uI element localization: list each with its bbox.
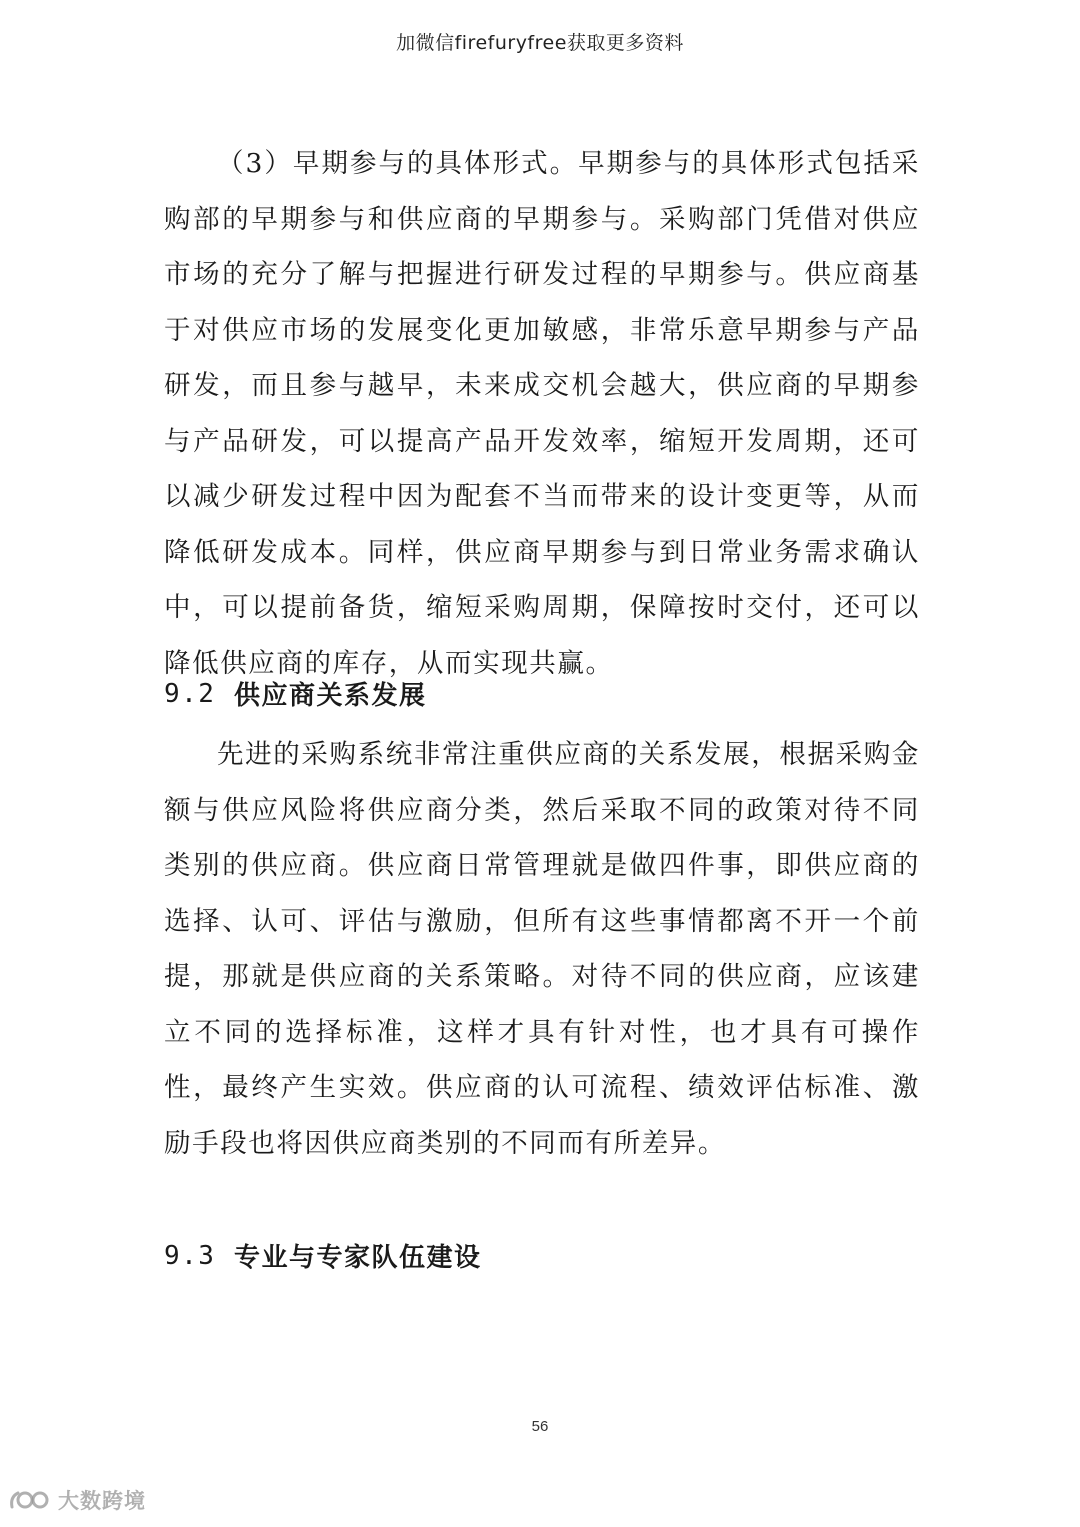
section-title: 供应商关系发展 [234, 681, 427, 711]
page-number: 56 [531, 1418, 549, 1435]
watermark-text: 大数跨境 [58, 1489, 146, 1513]
section-number: 9.3 [164, 1240, 216, 1271]
logo-icon [8, 1487, 52, 1513]
paragraph-early-participation: （3）早期参与的具体形式。早期参与的具体形式包括采购部的早期参与和供应商的早期参与。采购部门凭借对供应市场的充分了解与把握进行研发过程的早期参与。供应商基于对供应市场的发展变化更加敏感，非常乐意早期参与产品研发，而且参与越早，未来成交机会越大，供应商的早期参与产品研发，可以提高产品开发效率，缩短开发周期，还可以减少研发过程中因为配套不当而带来的设计变更等，从而降低研发成本。同样，供应商早期参与到日常业务需求确认中，可以提前备货，缩短采购周期，保障按时交付，还可以降低供应商的库存，从而实现共赢。 [164, 148, 920, 679]
section-number: 9.2 [164, 678, 216, 709]
page-header: 加微信firefuryfree获取更多资料 [396, 32, 684, 54]
section-heading-9-2 [164, 675, 427, 712]
section-title: 专业与专家队伍建设 [234, 1243, 482, 1273]
watermark [8, 1485, 146, 1515]
section-heading-9-3 [164, 1237, 482, 1274]
paragraph-supplier-relations: 先进的采购系统非常注重供应商的关系发展，根据采购金额与供应风险将供应商分类，然后采取不同的政策对待不同类别的供应商。供应商日常管理就是做四件事，即供应商的选择、认可、评估与激励，但所有这些事情都离不开一个前提，那就是供应商的关系策略。对待不同的供应商，应该建立不同的选择标准，这样才具有针对性，也才具有可操作性，最终产生实效。供应商的认可流程、绩效评估标准、激励手段也将因供应商类别的不同而有所差异。 [164, 739, 920, 1159]
